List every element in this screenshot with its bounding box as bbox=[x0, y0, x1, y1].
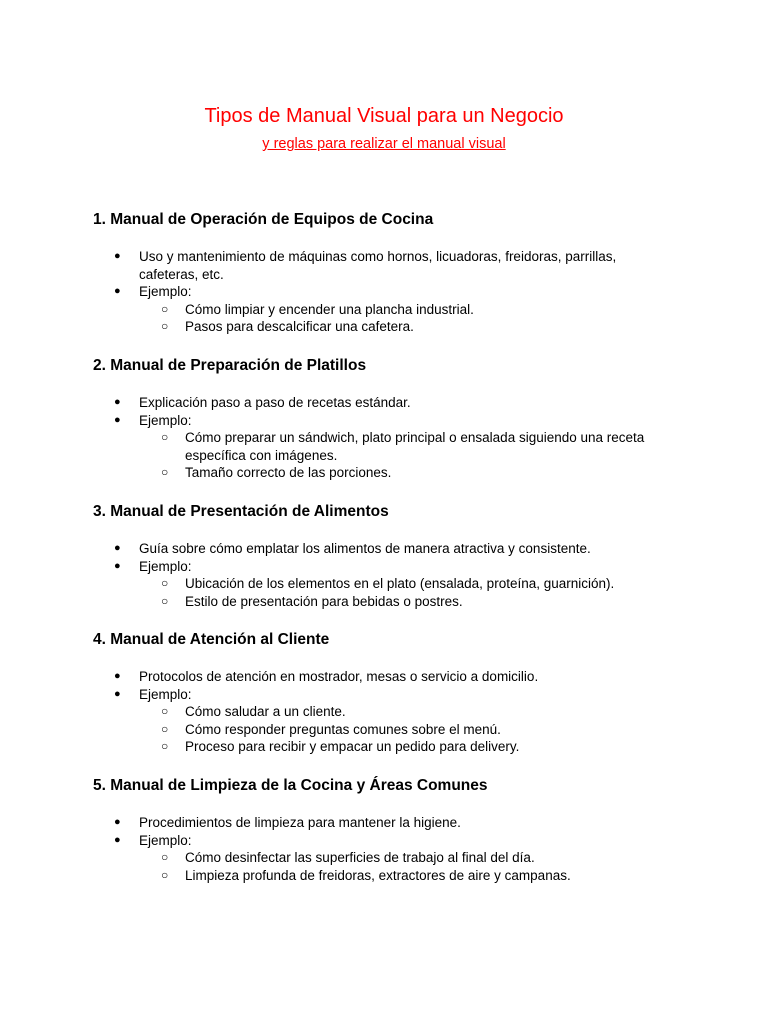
list-item bbox=[93, 540, 693, 558]
bullet-icon: ● bbox=[114, 559, 121, 572]
section-heading: 1. Manual de Operación de Equipos de Cocina bbox=[93, 211, 434, 228]
section-description: Explicación paso a paso de recetas estándar. bbox=[139, 395, 411, 410]
example-item bbox=[139, 301, 693, 319]
bullet-icon: ● bbox=[114, 833, 121, 846]
section-list bbox=[93, 248, 693, 336]
circle-bullet-icon: ○ bbox=[161, 301, 169, 316]
example-text: Tamaño correcto de las porciones. bbox=[185, 465, 392, 481]
bullet-icon: ● bbox=[114, 670, 121, 682]
example-item bbox=[139, 429, 693, 464]
bullet-icon: ● bbox=[114, 396, 121, 408]
example-text: Cómo preparar un sándwich, plato principal o ensalada siguiendo una receta específica con imágenes. bbox=[185, 430, 645, 463]
list-item bbox=[93, 283, 693, 336]
section-3 bbox=[93, 502, 693, 610]
example-label: Ejemplo: bbox=[139, 412, 192, 428]
example-item bbox=[139, 593, 693, 611]
circle-bullet-icon: ○ bbox=[161, 430, 169, 445]
section-description: Uso y mantenimiento de máquinas como hornos, licuadoras, freidoras, parrillas, cafeteras, etc. bbox=[139, 249, 617, 282]
document-title: Tipos de Manual Visual para un Negocio bbox=[204, 105, 564, 127]
document-subtitle-text[interactable]: y reglas para realizar el manual visual bbox=[262, 136, 506, 152]
list-item bbox=[93, 668, 693, 686]
example-item bbox=[139, 464, 693, 482]
bullet-icon: ● bbox=[114, 285, 121, 298]
example-text: Pasos para descalcificar una cafetera. bbox=[185, 319, 414, 335]
example-item bbox=[139, 721, 693, 739]
example-label: Ejemplo: bbox=[139, 558, 192, 574]
circle-bullet-icon: ○ bbox=[161, 576, 169, 591]
example-text: Limpieza profunda de freidoras, extractores de aire y campanas. bbox=[185, 867, 571, 883]
list-item bbox=[93, 686, 693, 756]
bullet-icon: ● bbox=[114, 816, 121, 828]
circle-bullet-icon: ○ bbox=[161, 850, 169, 865]
section-heading: 5. Manual de Limpieza de la Cocina y Áreas Comunes bbox=[93, 777, 488, 794]
section-list bbox=[93, 540, 693, 610]
example-label: Ejemplo: bbox=[139, 686, 192, 702]
example-text: Ubicación de los elementos en el plato (ensalada, proteína, guarnición). bbox=[185, 576, 615, 592]
example-text: Cómo saludar a un cliente. bbox=[185, 704, 346, 720]
circle-bullet-icon: ○ bbox=[161, 704, 169, 719]
example-text: Estilo de presentación para bebidas o postres. bbox=[185, 593, 463, 609]
example-list bbox=[139, 429, 693, 482]
bullet-icon: ● bbox=[114, 687, 121, 700]
document-subtitle-link[interactable] bbox=[0, 134, 768, 154]
example-list bbox=[139, 849, 693, 884]
section-4 bbox=[93, 630, 693, 756]
list-item bbox=[93, 412, 693, 482]
example-item bbox=[139, 575, 693, 593]
example-item bbox=[139, 703, 693, 721]
circle-bullet-icon: ○ bbox=[161, 593, 169, 608]
list-item bbox=[93, 394, 693, 412]
section-description: Guía sobre cómo emplatar los alimentos de manera atractiva y consistente. bbox=[139, 541, 591, 556]
bullet-icon: ● bbox=[114, 250, 121, 262]
list-item bbox=[93, 558, 693, 611]
section-heading: 2. Manual de Preparación de Platillos bbox=[93, 357, 367, 374]
section-1 bbox=[93, 210, 693, 336]
circle-bullet-icon: ○ bbox=[161, 465, 169, 480]
example-text: Cómo desinfectar las superficies de trabajo al final del día. bbox=[185, 850, 535, 866]
section-list bbox=[93, 394, 693, 482]
example-text: Cómo limpiar y encender una plancha industrial. bbox=[185, 301, 474, 317]
circle-bullet-icon: ○ bbox=[161, 867, 169, 882]
example-text: Cómo responder preguntas comunes sobre el menú. bbox=[185, 721, 501, 737]
example-list bbox=[139, 575, 693, 610]
example-item bbox=[139, 849, 693, 867]
list-item bbox=[93, 832, 693, 885]
circle-bullet-icon: ○ bbox=[161, 319, 169, 334]
bullet-icon: ● bbox=[114, 413, 121, 426]
section-description: Procedimientos de limpieza para mantener la higiene. bbox=[139, 815, 461, 830]
circle-bullet-icon: ○ bbox=[161, 721, 169, 736]
section-heading: 4. Manual de Atención al Cliente bbox=[93, 631, 330, 648]
example-list bbox=[139, 703, 693, 756]
example-item bbox=[139, 318, 693, 336]
example-item bbox=[139, 867, 693, 885]
section-list bbox=[93, 668, 693, 756]
example-text: Proceso para recibir y empacar un pedido para delivery. bbox=[185, 739, 520, 755]
example-item bbox=[139, 738, 693, 756]
example-list bbox=[139, 301, 693, 336]
section-5 bbox=[93, 776, 693, 884]
section-2 bbox=[93, 356, 693, 482]
section-list bbox=[93, 814, 693, 884]
circle-bullet-icon: ○ bbox=[161, 739, 169, 754]
example-label: Ejemplo: bbox=[139, 284, 192, 300]
list-item bbox=[93, 814, 693, 832]
example-label: Ejemplo: bbox=[139, 832, 192, 848]
list-item bbox=[93, 248, 693, 283]
section-heading: 3. Manual de Presentación de Alimentos bbox=[93, 503, 389, 520]
bullet-icon: ● bbox=[114, 542, 121, 554]
section-description: Protocolos de atención en mostrador, mesas o servicio a domicilio. bbox=[139, 669, 539, 684]
